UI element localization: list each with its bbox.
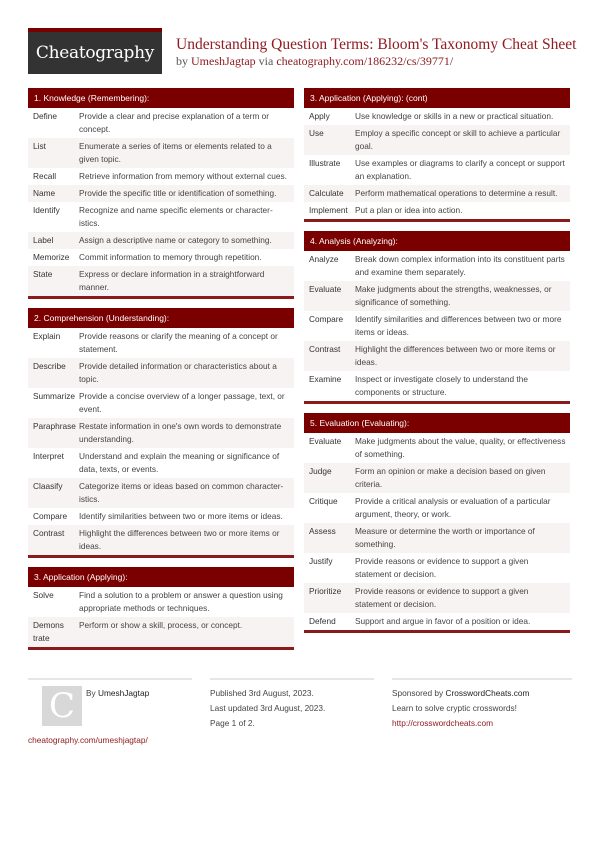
table-row [28, 617, 294, 647]
author-avatar: C [42, 686, 82, 726]
table-row [304, 251, 570, 281]
term-name: Memorize [33, 252, 70, 262]
term-definition: Retrieve information from memory without external cues. [79, 171, 287, 181]
table-row [304, 583, 570, 613]
term-name: List [33, 141, 46, 151]
sponsor-link[interactable]: http://crosswordcheats.com [392, 718, 493, 728]
table-row [28, 418, 294, 448]
term-name: Identify [33, 205, 60, 215]
term-name: Contrast [309, 344, 341, 354]
table-row [28, 232, 294, 249]
section-header: 4. Analysis (Analyzing): [304, 231, 570, 251]
table-row [304, 613, 570, 630]
term-name: Prioritize [309, 586, 342, 596]
section-header: 5. Evaluation (Evaluating): [304, 413, 570, 433]
by-label: by [176, 54, 188, 68]
term-name: Implement [309, 205, 348, 215]
left-column [28, 88, 294, 659]
term-definition: Provide reasons or evidence to support a given statement or decision. [355, 556, 529, 579]
term-definition: Find a solution to a problem or answer a question using appropriate methods or techniques. [79, 590, 283, 613]
table-row [28, 388, 294, 418]
term-name: Paraphrase [33, 421, 76, 431]
term-definition: Perform mathematical operations to determine a result. [355, 188, 558, 198]
section [28, 308, 294, 558]
term-definition: Provide detailed information or characteristics about a topic. [79, 361, 277, 384]
term-definition: Enumerate a series of items or elements related to a given topic. [79, 141, 272, 164]
term-definition: Perform or show a skill, process, or concept. [79, 620, 243, 630]
table-row [28, 358, 294, 388]
footer-author-name[interactable]: UmeshJagtap [98, 688, 150, 698]
sheet-url-link[interactable]: cheatography.com/186232/cs/39771/ [276, 54, 454, 68]
term-name: Illustrate [309, 158, 341, 168]
section-header: 3. Application (Applying): [28, 567, 294, 587]
table-row [304, 155, 570, 185]
term-definition: Measure or determine the worth or importance of something. [355, 526, 535, 549]
term-definition: Use knowledge or skills in a new or practical situation. [355, 111, 554, 121]
term-name: Judge [309, 466, 332, 476]
term-name: Critique [309, 496, 338, 506]
table-row [28, 266, 294, 296]
table-row [28, 168, 294, 185]
table-row [28, 525, 294, 555]
table-row [304, 433, 570, 463]
table-row [304, 311, 570, 341]
term-name: Name [33, 188, 56, 198]
table-row [28, 328, 294, 358]
by-label: By [86, 688, 96, 698]
term-definition: Understand and explain the meaning or significance of data, texts, or events. [79, 451, 280, 474]
table-row [304, 371, 570, 401]
table-row [304, 463, 570, 493]
section [304, 88, 570, 222]
term-definition: Identify similarities between two or more items or ideas. [79, 511, 283, 521]
term-definition: Highlight the differences between two or more items or ideas. [79, 528, 280, 551]
section [28, 88, 294, 299]
term-name: Examine [309, 374, 342, 384]
term-definition: Highlight the differences between two or more items or ideas. [355, 344, 556, 367]
term-name: Compare [33, 511, 68, 521]
term-name: Assess [309, 526, 336, 536]
table-row [28, 185, 294, 202]
profile-link[interactable]: cheatography.com/umeshjagtap/ [28, 735, 148, 745]
table-row [28, 508, 294, 525]
term-name: Summarize [33, 391, 75, 401]
section [304, 413, 570, 633]
term-definition: Assign a descriptive name or category to something. [79, 235, 272, 245]
term-name: Label [33, 235, 54, 245]
term-definition: Make judgments about the strengths, weaknesses, or significance of something. [355, 284, 552, 307]
term-definition: Make judgments about the value, quality, or effectiveness of something. [355, 436, 566, 459]
table-row [28, 138, 294, 168]
sponsor-name[interactable]: CrosswordCheats.com [445, 688, 530, 698]
table-row [28, 448, 294, 478]
table-row [304, 125, 570, 155]
section [28, 567, 294, 650]
section-header: 1. Knowledge (Remembering): [28, 88, 294, 108]
author-link[interactable]: UmeshJagtap [191, 54, 256, 68]
table-row [304, 281, 570, 311]
term-definition: Provide reasons or evidence to support a given statement or decision. [355, 586, 529, 609]
sponsored-label: Sponsored by [392, 688, 444, 698]
table-row [28, 202, 294, 232]
term-definition: Support and argue in favor of a position or idea. [355, 616, 531, 626]
page-title: Understanding Question Terms: Bloom's Taxonomy Cheat Sheet [176, 36, 577, 53]
published-date: Published 3rd August, 2023. [210, 688, 314, 698]
term-definition: Provide reasons or clarify the meaning of a concept or statement. [79, 331, 278, 354]
term-definition: Inspect or investigate closely to understand the components or structure. [355, 374, 528, 397]
table-row [304, 202, 570, 219]
table-row [28, 587, 294, 617]
table-row [304, 523, 570, 553]
term-name: Calculate [309, 188, 344, 198]
term-definition: Commit information to memory through repetition. [79, 252, 262, 262]
term-definition: Provide a concise overview of a longer passage, text, or event. [79, 391, 285, 414]
table-row [28, 249, 294, 266]
term-definition: Provide a critical analysis or evaluation of a particular argument, theory, or work. [355, 496, 551, 519]
footer-publish [210, 678, 374, 731]
term-name: Evaluate [309, 284, 342, 294]
table-row [304, 108, 570, 125]
table-row [304, 341, 570, 371]
section [304, 231, 570, 404]
via-label: via [258, 54, 274, 68]
table-row [304, 493, 570, 523]
term-name: Compare [309, 314, 344, 324]
right-column [304, 88, 570, 642]
term-definition: Form an opinion or make a decision based on given criteria. [355, 466, 546, 489]
term-definition: Use examples or diagrams to clarify a concept or support an explanation. [355, 158, 565, 181]
term-name: Claasify [33, 481, 63, 491]
term-name: Solve [33, 590, 54, 600]
term-definition: Express or declare information in a straightforward manner. [79, 269, 265, 292]
term-name: Recall [33, 171, 57, 181]
term-name: Use [309, 128, 324, 138]
term-name: Justify [309, 556, 333, 566]
updated-date: Last updated 3rd August, 2023. [210, 703, 326, 713]
term-definition: Provide the specific title or identification of something. [79, 188, 277, 198]
section-header: 2. Comprehension (Understanding): [28, 308, 294, 328]
table-row [28, 478, 294, 508]
term-definition: Break down complex information into its constituent parts and examine them separately. [355, 254, 565, 277]
term-definition: Restate information in one's own words to demonstrate understanding. [79, 421, 282, 444]
term-name: Interpret [33, 451, 64, 461]
page-number: Page 1 of 2. [210, 718, 255, 728]
table-row [304, 185, 570, 202]
sponsor-tagline: Learn to solve cryptic crosswords! [392, 703, 517, 713]
section-header: 3. Application (Applying): (cont) [304, 88, 570, 108]
footer-sponsor [392, 678, 572, 731]
term-name: Describe [33, 361, 66, 371]
term-name: Analyze [309, 254, 339, 264]
term-definition: Recognize and name specific elements or characteristics. [79, 205, 273, 228]
term-name: Contrast [33, 528, 65, 538]
footer-author [28, 678, 192, 748]
term-name: Apply [309, 111, 330, 121]
term-definition: Provide a clear and precise explanation of a term or concept. [79, 111, 270, 134]
term-name: Explain [33, 331, 61, 341]
term-definition: Employ a specific concept or skill to achieve a particular goal. [355, 128, 561, 151]
term-definition: Identify similarities and differences between two or more items or ideas. [355, 314, 562, 337]
byline [176, 54, 453, 69]
term-name: Defend [309, 616, 336, 626]
table-row [304, 553, 570, 583]
term-definition: Put a plan or idea into action. [355, 205, 463, 215]
term-name: State [33, 269, 53, 279]
term-name: Demons trate [33, 620, 64, 643]
table-row [28, 108, 294, 138]
cheatography-logo[interactable]: Cheatography [28, 28, 162, 74]
term-name: Define [33, 111, 57, 121]
term-definition: Categorize items or ideas based on common characteristics. [79, 481, 284, 504]
term-name: Evaluate [309, 436, 342, 446]
